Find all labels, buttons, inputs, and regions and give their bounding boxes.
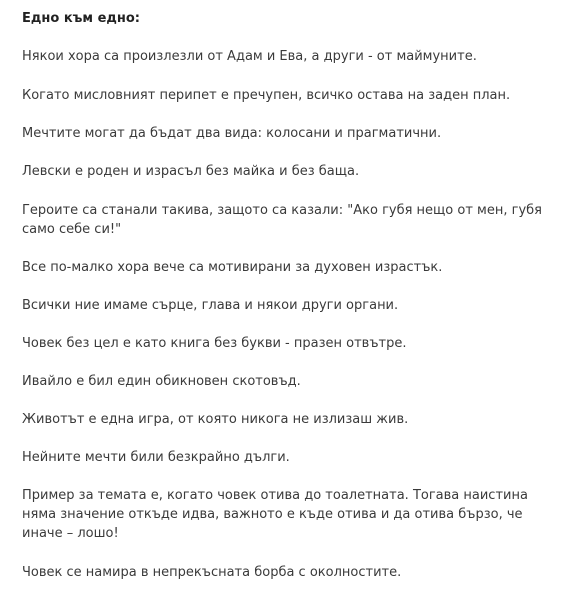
paragraph: Животът е една игра, от която никога не излизаш жив. <box>22 412 409 427</box>
paragraph: Човек се намира в непрекъсната борба с околностите. <box>22 565 402 580</box>
paragraph: Когато мисловният перипет е пречупен, всичко остава на заден план. <box>22 88 511 103</box>
paragraph: Левски е роден и израсъл без майка и без баща. <box>22 164 360 179</box>
paragraph: Мечтите могат да бъдат два вида: колосани и прагматични. <box>22 126 442 141</box>
paragraph: Ивайло е бил един обикновен скотовъд. <box>22 374 301 389</box>
paragraph: Пример за темата е, когато човек отива до тоалетната. Тогава наистина няма значение откъде идва, важното е къде отива и да отива бързо, че иначе – лошо! <box>22 488 528 541</box>
paragraph: Човек без цел е като книга без букви - празен отвътре. <box>22 336 407 351</box>
paragraph: Все по-малко хора вече са мотивирани за духовен израстък. <box>22 260 443 275</box>
paragraph: Някои хора са произлезли от Адам и Ева, а други - от маймуните. <box>22 49 477 64</box>
paragraph: Нейните мечти били безкрайно дълги. <box>22 450 290 465</box>
paragraph: Всички ние имаме сърце, глава и някои други органи. <box>22 298 399 313</box>
section-heading: Едно към едно: <box>22 11 140 26</box>
paragraph: Героите са станали такива, защото са казали: "Ако губя нещо от мен, губя само себе си!" <box>22 203 542 237</box>
